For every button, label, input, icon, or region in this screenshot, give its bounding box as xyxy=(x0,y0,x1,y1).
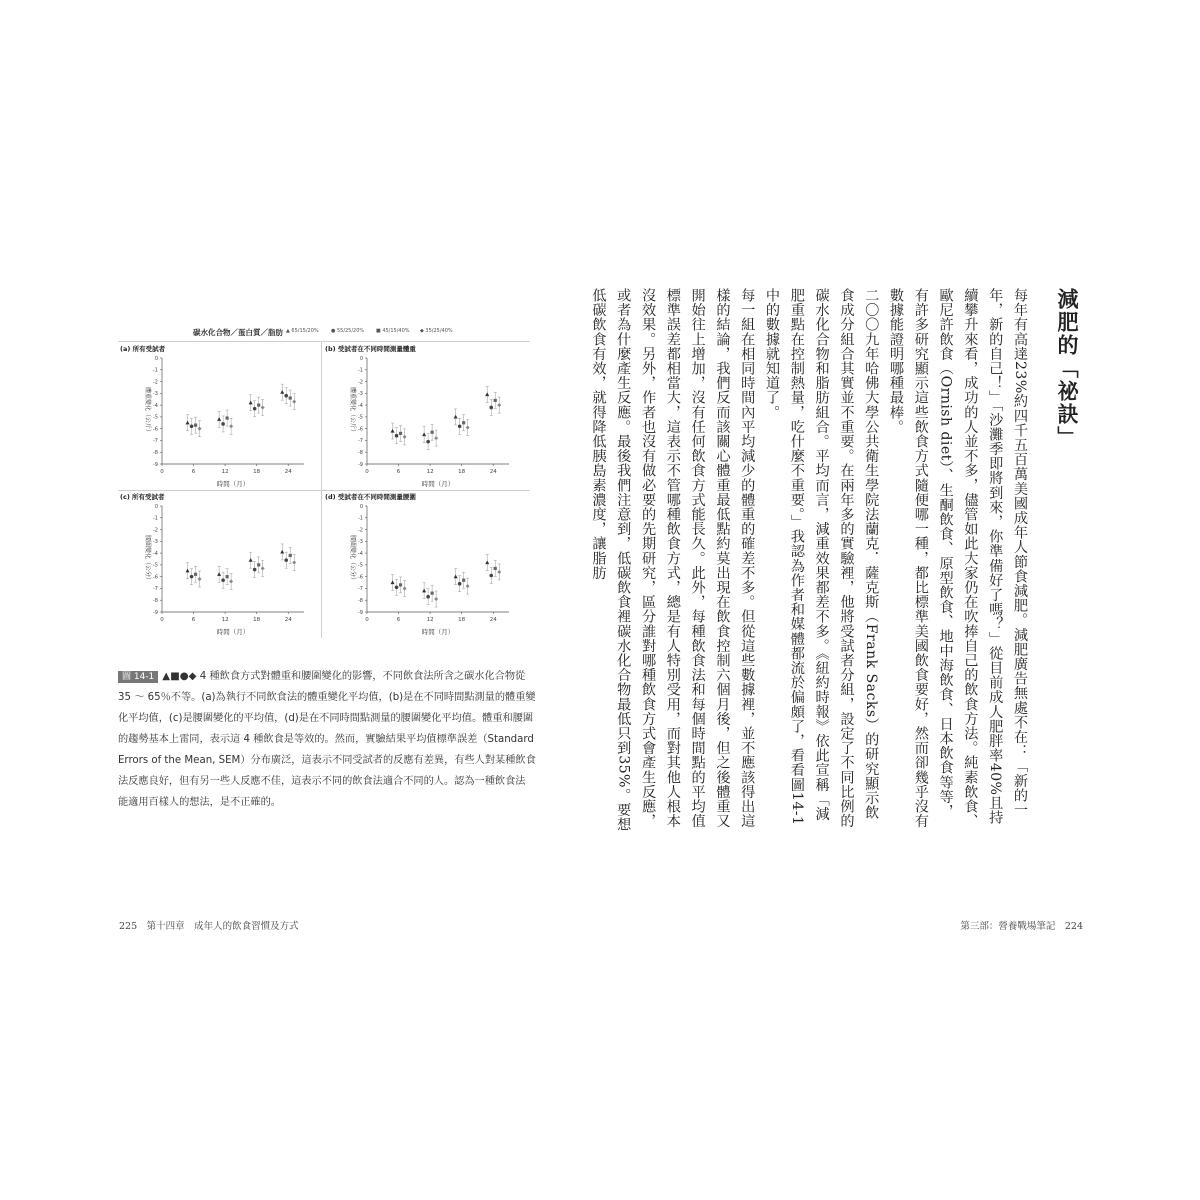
data-point-circle xyxy=(395,434,399,438)
caption-line: 35 ～ 65％不等。(a)為執行不同飲食法的體重變化平均值，(b)是在不同時間點測量的體重變 xyxy=(118,692,536,703)
y-tick-label: 0 xyxy=(359,355,363,362)
data-point-triangle xyxy=(422,432,426,436)
y-tick-label: -1 xyxy=(153,367,158,374)
data-point-circle xyxy=(458,425,462,429)
data-point-circle xyxy=(284,558,288,562)
data-point-diamond xyxy=(261,566,265,570)
panel-c-label: (c) 所有受試者 xyxy=(120,493,165,501)
data-point-diamond xyxy=(292,400,296,404)
data-point-circle xyxy=(221,578,225,582)
y-axis-label: 腰圍變化（公分） xyxy=(349,534,356,584)
x-axis-label: 時間（月） xyxy=(216,480,250,488)
y-tick-label: -2 xyxy=(153,379,158,386)
body-paragraph: 每一組在相同時間內平均減少的體重的確差不多。但從這些數據裡，並不應該得出這樣的結論，我們反而該關心體重最低點約莫出現在飲食控制六個月後，但之後體重又開始往上增加，沒有任何飲食方式能長久。此外，每種飲食法和每個時間點的平均值標準誤差都相當大，這表示不管哪種飲食方式，總是有人特別受用，而對其他人根本沒效果。另外，作者也沒有做必要的先期研究，區分誰對哪種飲食方式會產生反應，或者為什麼產生反應。最後我們注意到，低碳飲食裡碳水化合物最低只到35%。要想低碳飲食有效，就得降低胰島素濃度，讓脂肪 xyxy=(590,288,756,832)
legend-item: ◆ 35/25/40% xyxy=(420,328,453,334)
y-tick-label: 0 xyxy=(154,355,158,362)
x-tick-label: 0 xyxy=(365,469,369,475)
data-point-square xyxy=(257,404,260,407)
figure-legend xyxy=(118,327,530,341)
x-tick-label: 6 xyxy=(191,617,196,623)
x-tick-label: 0 xyxy=(160,617,164,623)
x-tick-label: 18 xyxy=(458,617,466,623)
data-point-triangle xyxy=(422,589,426,593)
data-point-square xyxy=(226,416,229,419)
section-heading: 減肥的「祕訣」 xyxy=(1055,288,1080,449)
data-point-square xyxy=(399,432,402,435)
y-tick-label: -4 xyxy=(358,402,363,409)
caption-line xyxy=(118,666,530,687)
data-point-diamond xyxy=(434,597,438,601)
y-tick-label: 0 xyxy=(154,503,158,510)
y-tick-label: -6 xyxy=(153,426,158,433)
data-point-circle xyxy=(395,585,399,589)
y-axis-label: 體重變化（公斤） xyxy=(349,386,356,436)
y-tick-label: -5 xyxy=(153,562,158,569)
y-tick-label: -7 xyxy=(153,586,158,593)
body-paragraph: 二〇〇九年哈佛大學公共衛生學院法蘭克．薩克斯（Frank Sacks）的研究顯示飲食成分組合其實並不重要。在兩年多的實驗裡，他將受試者分組，設定了不同比例的碳水化合物和脂肪組合。平均而言，減重效果都差不多。《紐約時報》依此宣稱「減肥重點在控制熱量，吃什麼不重要。」我認為作者和媒體都流於偏頗了，看看圖14-1中的數據就知道了。 xyxy=(764,288,880,829)
caption-line: 的趨勢基本上雷同，表示這 4 種飲食是等效的。然而，實驗結果平均值標準誤差（Standard xyxy=(118,734,534,745)
y-tick-label: -9 xyxy=(153,609,158,616)
data-point-triangle xyxy=(217,572,221,576)
y-tick-label: -8 xyxy=(358,598,363,605)
x-tick-label: 18 xyxy=(458,469,466,475)
y-tick-label: -4 xyxy=(153,402,158,409)
data-point-circle xyxy=(221,422,225,426)
data-point-diamond xyxy=(497,403,501,407)
x-tick-label: 24 xyxy=(284,617,292,623)
data-point-triangle xyxy=(186,421,190,425)
data-point-diamond xyxy=(466,425,470,429)
data-point-triangle xyxy=(391,580,395,584)
data-point-square xyxy=(431,431,434,434)
data-point-diamond xyxy=(466,584,470,588)
data-point-circle xyxy=(253,407,257,411)
caption-text: ▲■●◆ 4 種飲食方式對體重和腰圍變化的影響，不同飲食法所含之碳水化合物從 xyxy=(162,671,526,682)
y-tick-label: -2 xyxy=(358,527,363,534)
y-tick-label: -2 xyxy=(153,527,158,534)
data-point-square xyxy=(194,573,197,576)
figure-number-badge: 圖 14-1 xyxy=(118,671,158,683)
y-tick-label: -1 xyxy=(153,515,158,522)
x-axis-label: 時間（月） xyxy=(216,628,250,636)
legend-title: 碳水化合物／蛋白質／脂肪 xyxy=(193,328,283,337)
data-point-diamond xyxy=(403,435,407,439)
panel-d-plot xyxy=(323,490,523,640)
panel-b-plot xyxy=(323,342,523,492)
x-axis-label: 時間（月） xyxy=(421,480,455,488)
x-tick-label: 12 xyxy=(221,469,229,475)
chapter-section xyxy=(586,288,1084,833)
y-tick-label: -8 xyxy=(153,598,158,605)
panel-a xyxy=(118,342,318,492)
data-point-circle xyxy=(426,440,430,444)
x-tick-label: 12 xyxy=(426,469,434,475)
data-point-square xyxy=(462,421,465,424)
data-point-circle xyxy=(253,568,257,572)
data-point-triangle xyxy=(280,390,284,394)
panel-b-label: (b) 受試者在不同時間測量體重 xyxy=(325,345,416,353)
x-tick-label: 24 xyxy=(284,469,292,475)
y-tick-label: -1 xyxy=(358,515,363,522)
y-tick-label: -7 xyxy=(358,438,363,445)
data-point-diamond xyxy=(261,405,265,409)
panel-c xyxy=(118,490,318,640)
caption-line: 化平均值，(c)是腰圍變化的平均值，(d)是在不同時間點測量的腰圍變化平均值。體重和腰圍 xyxy=(118,713,534,724)
x-tick-label: 12 xyxy=(426,617,434,623)
panel-b xyxy=(323,342,523,492)
y-tick-label: -4 xyxy=(153,550,158,557)
data-point-diamond xyxy=(229,579,233,583)
legend-item: ■ 45/15/40% xyxy=(376,328,410,334)
page-footer-right: 第三部：營養戰場筆記 224 xyxy=(960,921,1083,932)
figure-caption xyxy=(118,666,536,813)
data-point-triangle xyxy=(280,550,284,554)
y-tick-label: -5 xyxy=(153,414,158,421)
panel-c-plot xyxy=(118,490,318,640)
data-point-diamond xyxy=(497,570,501,574)
y-tick-label: -7 xyxy=(358,586,363,593)
data-point-square xyxy=(289,396,292,399)
y-tick-label: -6 xyxy=(358,426,363,433)
x-tick-label: 0 xyxy=(365,617,369,623)
y-tick-label: -8 xyxy=(153,450,158,457)
figure-14-1 xyxy=(118,330,530,636)
x-tick-label: 6 xyxy=(191,469,196,475)
data-point-circle xyxy=(284,394,288,398)
data-point-triangle xyxy=(249,558,253,562)
data-point-circle xyxy=(190,575,194,579)
data-point-triangle xyxy=(485,392,489,396)
data-point-square xyxy=(194,424,197,427)
legend-item: ▲ 65/15/20% xyxy=(286,328,319,334)
data-point-triangle xyxy=(485,560,489,564)
y-tick-label: -4 xyxy=(358,550,363,557)
caption-line: 法反應良好，但有另一些人反應不佳，這表示不同的飲食法適合不同的人。認為一種飲食法 xyxy=(118,776,526,787)
y-tick-label: -6 xyxy=(153,574,158,581)
x-tick-label: 6 xyxy=(396,469,401,475)
y-tick-label: -9 xyxy=(358,609,363,616)
panel-d xyxy=(323,490,523,640)
y-tick-label: -3 xyxy=(358,391,363,398)
x-tick-label: 18 xyxy=(253,469,261,475)
y-tick-label: -1 xyxy=(358,367,363,374)
data-point-diamond xyxy=(292,561,296,565)
y-tick-label: -3 xyxy=(153,391,158,398)
data-point-square xyxy=(494,567,497,570)
y-tick-label: -9 xyxy=(358,461,363,468)
page-footer-left: 225 第十四章 成年人的飲食習慣及方式 xyxy=(119,921,299,932)
x-tick-label: 24 xyxy=(489,617,497,623)
data-point-square xyxy=(494,399,497,402)
y-tick-label: -8 xyxy=(358,450,363,457)
data-point-triangle xyxy=(249,401,253,405)
data-point-diamond xyxy=(198,427,202,431)
x-tick-label: 18 xyxy=(253,617,261,623)
y-axis-label: 體重變化（公斤） xyxy=(144,386,151,436)
panel-a-label: (a) 所有受試者 xyxy=(120,345,166,353)
data-point-square xyxy=(257,563,260,566)
x-tick-label: 0 xyxy=(160,469,164,475)
x-axis-label: 時間（月） xyxy=(421,628,455,636)
data-point-square xyxy=(289,554,292,557)
y-tick-label: -2 xyxy=(358,379,363,386)
caption-line: Errors of the Mean, SEM）分布廣泛，這表示不同受試者的反應有差異，有些人對某種飲食 xyxy=(118,755,536,766)
y-tick-label: -9 xyxy=(153,461,158,468)
data-point-triangle xyxy=(186,569,190,573)
data-point-circle xyxy=(489,574,493,578)
data-point-square xyxy=(431,592,434,595)
data-point-triangle xyxy=(217,417,221,421)
x-tick-label: 6 xyxy=(396,617,401,623)
x-tick-label: 12 xyxy=(221,617,229,623)
y-tick-label: 0 xyxy=(359,503,363,510)
y-tick-label: -5 xyxy=(358,414,363,421)
data-point-circle xyxy=(190,425,194,429)
data-point-triangle xyxy=(391,429,395,433)
data-point-circle xyxy=(426,595,430,599)
legend-item: ● 55/25/20% xyxy=(331,328,365,334)
x-tick-label: 24 xyxy=(489,469,497,475)
y-tick-label: -3 xyxy=(153,539,158,546)
panel-a-plot xyxy=(118,342,318,492)
data-point-square xyxy=(399,583,402,586)
data-point-triangle xyxy=(454,415,458,419)
data-point-square xyxy=(462,579,465,582)
data-point-diamond xyxy=(434,436,438,440)
panel-d-label: (d) 受試者在不同時間測量腰圍 xyxy=(325,493,416,501)
data-point-diamond xyxy=(198,577,202,581)
data-point-diamond xyxy=(403,586,407,590)
data-point-triangle xyxy=(454,574,458,578)
y-tick-label: -5 xyxy=(358,562,363,569)
data-point-circle xyxy=(458,582,462,586)
y-axis-label: 腰圍變化（公分） xyxy=(144,534,151,584)
right-page xyxy=(590,0,1200,1200)
data-point-circle xyxy=(489,406,493,410)
y-tick-label: -6 xyxy=(358,574,363,581)
y-tick-label: -3 xyxy=(358,539,363,546)
data-point-square xyxy=(226,575,229,578)
data-point-diamond xyxy=(229,424,233,428)
y-tick-label: -7 xyxy=(153,438,158,445)
caption-line: 能適用百樣人的想法，是不正確的。 xyxy=(118,797,281,808)
body-paragraph: 每年有高達23%約四千五百萬美國成年人節食減肥。減肥廣告無處不在：「新的一年，新的自己！」「沙灘季即將到來，你準備好了嗎？」從目前成人肥胖率40%且持續攀升來看，成功的人並不多，儘管如此大家仍在吹捧自己的飲食方法。純素飲食、歐尼許飲食（Ornish diet）、生酮飲食、原型飲食、地中海飲食、日本飲食等等，有許多研究顯示這些飲食方式隨便哪一種，都比標準美國飲食要好，然而卻幾乎沒有數據能證明哪種最棒。 xyxy=(888,288,1028,829)
